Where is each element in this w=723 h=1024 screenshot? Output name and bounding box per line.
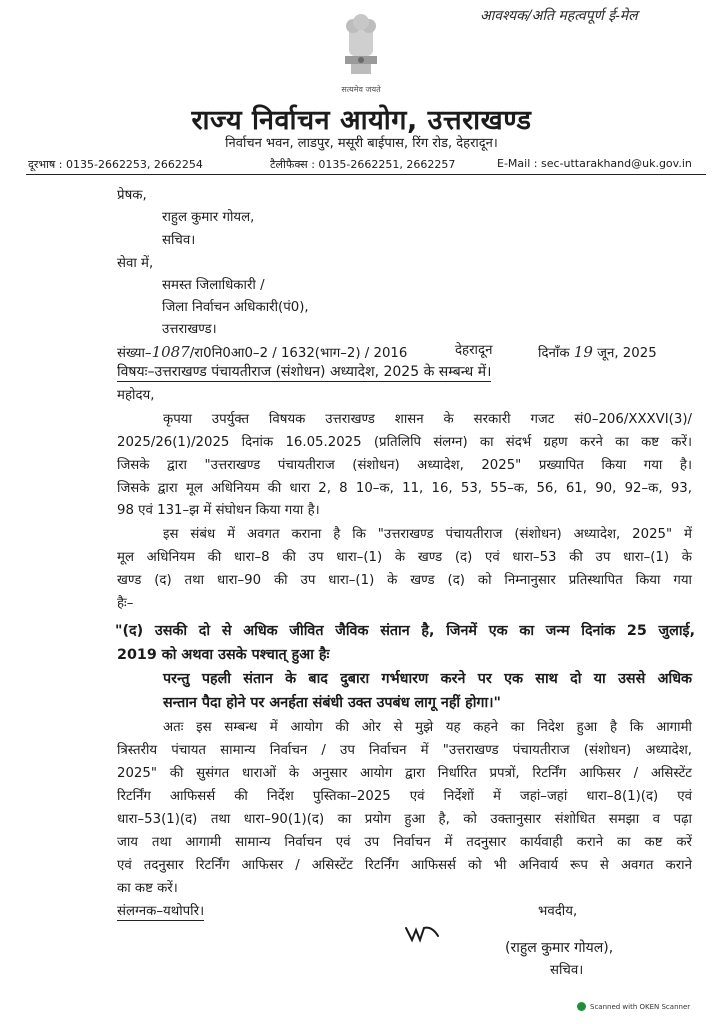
ref-prefix: संख्या– bbox=[117, 346, 152, 361]
para3-line: धारा–53(1)(द) तथा धारा–90(1)(द) का प्रयोग हुआ है, को उक्तानुसार संशोधित समझा व पढ़ा bbox=[117, 812, 692, 827]
to-line-2: जिला निर्वाचन अधिकारी(पं0), bbox=[162, 300, 309, 315]
para1-line: 98 एवं 131–झ में संघोधन किया गया है। bbox=[117, 503, 320, 518]
para2-line: मूल अधिनियम की धारा–8 की उप धारा–(1) के खण्ड (द) एवं धारा–53 की उप धारा–(1) के bbox=[117, 550, 692, 565]
from-title: सचिव। bbox=[162, 233, 196, 248]
scanner-logo-icon bbox=[577, 1002, 586, 1011]
contact-phone: दूरभाष : 0135-2662253, 2662254 bbox=[28, 158, 203, 171]
para2-line: इस संबंध में अवगत कराना है कि "उत्तराखण्ड पंचायतीराज (संशोधन) अध्यादेश, 2025" में bbox=[163, 527, 692, 542]
to-line-1: समस्त जिलाधिकारी / bbox=[162, 278, 265, 293]
contact-fax: टैलीफैक्स : 0135-2662251, 2662257 bbox=[270, 158, 456, 171]
from-name: राहुल कुमार गोयल, bbox=[162, 210, 255, 225]
para3-line: 2025" की सुसंगत धाराओं के अनुसार आयोग द्वारा निर्धारित प्रपत्रों, रिटर्निंग आफिसर / असिस्टेंट bbox=[117, 766, 692, 781]
ref-suffix: /रा0नि0आ0–2 / 1632(भाग–2) / 2016 bbox=[189, 346, 408, 361]
date-handwritten-day: 19 bbox=[573, 343, 593, 361]
quote-line: "(द) उसकी दो से अधिक जीवित जैविक संतान है, जिनमें एक का जन्म दिनांक 25 जुलाई, bbox=[115, 623, 695, 639]
quote-line: परन्तु पहली संतान के बाद दुबारा गर्भधारण करने पर एक साथ दो या उससे अधिक bbox=[163, 671, 692, 687]
ref-handwritten-number: 1087 bbox=[151, 343, 190, 361]
signature-mark bbox=[402, 922, 442, 946]
date-suffix: जून, 2025 bbox=[597, 346, 657, 361]
para1-line: जिसके द्वारा मूल अधिनियम की धारा 2, 8 10–क, 11, 16, 53, 55–क, 56, 61, 90, 92–क, 93, bbox=[117, 481, 692, 496]
subject-line bbox=[117, 364, 491, 381]
enclosure-text: संलग्नक–यथोपरि। bbox=[117, 904, 205, 919]
scanner-watermark: Scanned with OKEN Scanner bbox=[590, 1003, 691, 1011]
org-address: निर्वाचन भवन, लाडपुर, मसूरी बाईपास, रिंग रोड, देहरादून। bbox=[225, 136, 498, 151]
header-divider bbox=[26, 174, 706, 175]
para3-line: अतः इस सम्बन्ध में आयोग की ओर से मुझे यह कहने का निदेश हुआ है कि आगामी bbox=[163, 720, 692, 735]
org-title: राज्य निर्वाचन आयोग, उत्तराखण्ड bbox=[191, 105, 532, 136]
from-label: प्रेषक, bbox=[117, 188, 147, 203]
subject-text: विषयः–उत्तराखण्ड पंचायतीराज (संशोधन) अध्यादेश, 2025 के सम्बन्ध में। bbox=[117, 364, 492, 380]
letter-date bbox=[538, 343, 657, 362]
para1-line: कृपया उपर्युक्त विषयक उत्तराखण्ड शासन के सरकारी गजट सं0–206/XXXVI(3)/ bbox=[163, 412, 692, 427]
date-label: दिनाँक bbox=[538, 346, 570, 361]
enclosure-line bbox=[117, 904, 204, 920]
para3-line: रिटर्निंग आफिसर्स की निर्देश पुस्तिका–2025 एवं निर्देशों में जहां–जहां धारा–8(1)(द) एवं bbox=[117, 789, 692, 804]
contact-email: E-Mail : sec-uttarakhand@uk.gov.in bbox=[497, 157, 692, 170]
para3-line: एवं तदनुसार रिटर्निंग आफिसर / असिस्टेंट रिटर्निंग आफिसर्स को भी अनिवार्य रूप से अवगत कराने bbox=[117, 858, 692, 873]
handwritten-priority-note: आवश्यक/अति महत्वपूर्ण ई-मेल bbox=[480, 8, 638, 24]
place: देहरादून bbox=[455, 343, 493, 358]
para2-line: खण्ड (द) तथा धारा–90 की उप धारा–(1) के खण्ड (द) को निम्नानुसार प्रतिस्थापित किया गया bbox=[117, 573, 692, 588]
para3-line: का कष्ट करें। bbox=[117, 881, 178, 896]
state-emblem-icon bbox=[331, 12, 391, 84]
emblem-caption: सत्यमेव जयते bbox=[341, 85, 381, 94]
closing: भवदीय, bbox=[538, 904, 578, 919]
signatory-name: (राहुल कुमार गोयल), bbox=[505, 940, 614, 956]
reference-number bbox=[117, 343, 407, 362]
salutation: महोदय, bbox=[117, 388, 155, 403]
para1-line: 2025/26(1)/2025 दिनांक 16.05.2025 (प्रतिलिपि संलग्न) का संदर्भ ग्रहण करने का कष्ट करें। bbox=[117, 435, 692, 450]
signatory-title: सचिव। bbox=[550, 963, 584, 978]
para1-line: जिसके द्वारा "उत्तराखण्ड पंचायतीराज (संशोधन) अध्यादेश, 2025" प्रख्यापित किया गया है। bbox=[117, 458, 692, 473]
para2-line: हैः– bbox=[117, 596, 134, 611]
para3-line: जाय तथा आगामी सामान्य निर्वाचन एवं उप निर्वाचन में तदनुसार कार्यवाही कराने का कष्ट करें bbox=[117, 835, 692, 850]
to-label: सेवा में, bbox=[117, 256, 154, 271]
para3-line: त्रिस्तरीय पंचायत सामान्य निर्वाचन / उप निर्वाचन में "उत्तराखण्ड पंचायतीराज (संशोधन) अध्यादेश, bbox=[117, 743, 692, 758]
to-line-3: उत्तराखण्ड। bbox=[162, 322, 217, 337]
quote-line: सन्तान पैदा होने पर अनर्हता संबंधी उक्त उपबंध लागू नहीं होगा।" bbox=[163, 695, 502, 711]
quote-line: 2019 को अथवा उसके पश्चात् हुआ हैः bbox=[117, 647, 330, 663]
